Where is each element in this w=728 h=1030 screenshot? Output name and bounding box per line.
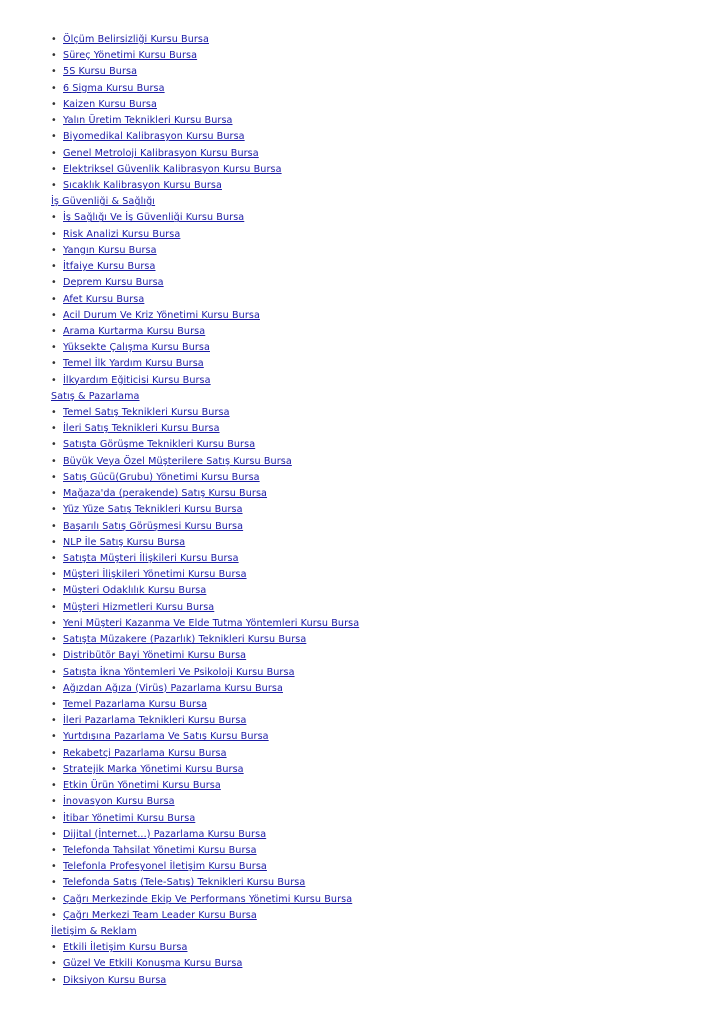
list-item — [51, 129, 708, 145]
bullet-icon: • — [51, 374, 57, 386]
bullet-icon: • — [51, 812, 57, 824]
list-item — [51, 259, 708, 275]
course-link[interactable]: Risk Analizi Kursu Bursa — [63, 228, 181, 240]
course-link[interactable]: Etkili İletişim Kursu Bursa — [63, 942, 188, 954]
bullet-icon: • — [51, 617, 57, 629]
bullet-icon: • — [51, 796, 57, 808]
course-link[interactable]: İtfaiye Kursu Bursa — [63, 261, 156, 273]
course-link[interactable]: Büyük Veya Özel Müşterilere Satış Kursu Bursa — [63, 455, 292, 467]
list-item — [51, 470, 708, 486]
bullet-icon: • — [51, 358, 57, 370]
course-link[interactable]: Çağrı Merkezinde Ekip Ve Performans Yönetimi Kursu Bursa — [63, 893, 353, 905]
section-heading-link[interactable]: Satış & Pazarlama — [51, 390, 140, 402]
list-item — [51, 373, 708, 389]
bullet-icon: • — [51, 131, 57, 143]
course-link[interactable]: İleri Pazarlama Teknikleri Kursu Bursa — [63, 715, 247, 727]
list-item — [51, 892, 708, 908]
bullet-icon: • — [51, 520, 57, 532]
list-item — [51, 600, 708, 616]
list-item — [51, 632, 708, 648]
bullet-icon: • — [51, 585, 57, 597]
course-link[interactable]: Yangın Kursu Bursa — [63, 244, 157, 256]
bullet-icon: • — [51, 666, 57, 678]
bullet-icon: • — [51, 958, 57, 970]
course-link[interactable]: Süreç Yönetimi Kursu Bursa — [63, 50, 198, 62]
bullet-icon: • — [51, 309, 57, 321]
section-heading — [51, 194, 708, 210]
bullet-icon: • — [51, 325, 57, 337]
bullet-icon: • — [51, 569, 57, 581]
course-link[interactable]: Başarılı Satış Görüşmesi Kursu Bursa — [63, 520, 244, 532]
course-link[interactable]: Güzel Ve Etkili Konuşma Kursu Bursa — [63, 958, 243, 970]
list-item — [51, 908, 708, 924]
list-item — [51, 567, 708, 583]
bullet-icon: • — [51, 747, 57, 759]
course-link[interactable]: Çağrı Merkezi Team Leader Kursu Bursa — [63, 909, 257, 921]
bullet-icon: • — [51, 536, 57, 548]
course-link[interactable]: Müşteri Hizmetleri Kursu Bursa — [63, 601, 215, 613]
list-item — [51, 940, 708, 956]
course-link[interactable]: Yüz Yüze Satış Teknikleri Kursu Bursa — [63, 504, 243, 516]
section-heading-link[interactable]: İletişim & Reklam — [51, 926, 137, 938]
bullet-icon: • — [51, 50, 57, 62]
course-link[interactable]: Elektriksel Güvenlik Kalibrasyon Kursu Bursa — [63, 163, 282, 175]
course-link[interactable]: Temel Satış Teknikleri Kursu Bursa — [63, 407, 230, 419]
bullet-icon: • — [51, 98, 57, 110]
course-link[interactable]: Telefonla Profesyonel İletişim Kursu Bursa — [63, 861, 267, 873]
course-link[interactable]: NLP İle Satış Kursu Bursa — [63, 536, 186, 548]
list-item — [51, 97, 708, 113]
list-item — [51, 681, 708, 697]
course-link[interactable]: Satışta Görüşme Teknikleri Kursu Bursa — [63, 439, 256, 451]
course-link[interactable]: Temel İlk Yardım Kursu Bursa — [63, 358, 204, 370]
course-link[interactable]: Kaizen Kursu Bursa — [63, 98, 157, 110]
list-item — [51, 32, 708, 48]
list-item — [51, 729, 708, 745]
course-link[interactable]: Deprem Kursu Bursa — [63, 277, 164, 289]
bullet-icon: • — [51, 293, 57, 305]
course-link[interactable]: Ölçüm Belirsizliği Kursu Bursa — [63, 34, 210, 45]
bullet-icon: • — [51, 471, 57, 483]
list-item — [51, 859, 708, 875]
bullet-icon: • — [51, 974, 57, 986]
course-link[interactable]: Yüksekte Çalışma Kursu Bursa — [63, 342, 210, 354]
course-link[interactable]: Yalın Üretim Teknikleri Kursu Bursa — [63, 115, 233, 127]
course-link[interactable]: Mağaza'da (perakende) Satış Kursu Bursa — [63, 488, 268, 500]
course-link[interactable]: Diksiyon Kursu Bursa — [63, 974, 167, 986]
list-item — [51, 502, 708, 518]
list-item — [51, 746, 708, 762]
list-item — [51, 648, 708, 664]
course-link[interactable]: Ağızdan Ağıza (Virüs) Pazarlama Kursu Bursa — [63, 682, 283, 694]
course-link[interactable]: Afet Kursu Bursa — [63, 293, 145, 305]
list-item — [51, 292, 708, 308]
list-item — [51, 762, 708, 778]
section-heading — [51, 924, 708, 940]
course-link[interactable]: Satışta Müzakere (Pazarlık) Teknikleri Kursu Bursa — [63, 634, 307, 646]
course-link[interactable]: Telefonda Tahsilat Yönetimi Kursu Bursa — [63, 844, 257, 856]
bullet-icon: • — [51, 261, 57, 273]
course-link[interactable]: Müşteri Odaklılık Kursu Bursa — [63, 585, 207, 597]
section-heading-link[interactable]: İş Güvenliği & Sağlığı — [51, 196, 156, 208]
bullet-icon: • — [51, 942, 57, 954]
list-item — [51, 551, 708, 567]
list-item — [51, 665, 708, 681]
course-link[interactable]: Genel Metroloji Kalibrasyon Kursu Bursa — [63, 147, 259, 159]
course-link[interactable]: İtibar Yönetimi Kursu Bursa — [63, 812, 196, 824]
bullet-icon: • — [51, 228, 57, 240]
bullet-icon: • — [51, 650, 57, 662]
course-link[interactable]: Temel Pazarlama Kursu Bursa — [63, 698, 208, 710]
course-link[interactable]: Yurtdışına Pazarlama Ve Satış Kursu Bursa — [63, 731, 269, 743]
course-link[interactable]: Satışta İkna Yöntemleri Ve Psikoloji Kursu Bursa — [63, 666, 295, 678]
list-item — [51, 405, 708, 421]
list-item — [51, 178, 708, 194]
list-item — [51, 811, 708, 827]
list-item — [51, 843, 708, 859]
bullet-icon: • — [51, 763, 57, 775]
list-item — [51, 210, 708, 226]
bullet-icon: • — [51, 504, 57, 516]
bullet-icon: • — [51, 423, 57, 435]
bullet-icon: • — [51, 277, 57, 289]
list-item — [51, 48, 708, 64]
course-link[interactable]: Biyomedikal Kalibrasyon Kursu Bursa — [63, 131, 245, 143]
course-link[interactable]: 5S Kursu Bursa — [63, 66, 138, 78]
bullet-icon: • — [51, 909, 57, 921]
bullet-icon: • — [51, 407, 57, 419]
bullet-icon: • — [51, 439, 57, 451]
course-link[interactable]: Satışta Müşteri İlişkileri Kursu Bursa — [63, 553, 239, 564]
bullet-icon: • — [51, 828, 57, 840]
bullet-icon: • — [51, 455, 57, 467]
list-item — [51, 243, 708, 259]
list-item — [51, 827, 708, 843]
bullet-icon: • — [51, 553, 57, 564]
list-item — [51, 794, 708, 810]
bullet-icon: • — [51, 601, 57, 613]
bullet-icon: • — [51, 488, 57, 500]
bullet-icon: • — [51, 634, 57, 646]
list-item — [51, 146, 708, 162]
course-link[interactable]: İnovasyon Kursu Bursa — [63, 796, 175, 808]
bullet-icon: • — [51, 893, 57, 905]
course-link[interactable]: İş Sağlığı Ve İş Güvenliği Kursu Bursa — [63, 212, 245, 224]
list-item — [51, 535, 708, 551]
course-link[interactable]: Telefonda Satış (Tele-Satış) Teknikleri Kursu Bursa — [63, 877, 306, 889]
bullet-icon: • — [51, 147, 57, 159]
list-item — [51, 227, 708, 243]
list-item — [51, 583, 708, 599]
bullet-icon: • — [51, 715, 57, 727]
course-link[interactable]: Sıcaklık Kalibrasyon Kursu Bursa — [63, 179, 222, 191]
list-item — [51, 81, 708, 97]
list-item — [51, 519, 708, 535]
bullet-icon: • — [51, 861, 57, 873]
course-link[interactable]: Yeni Müşteri Kazanma Ve Elde Tutma Yöntemleri Kursu Bursa — [63, 617, 360, 629]
course-link[interactable]: Stratejik Marka Yönetimi Kursu Bursa — [63, 763, 244, 775]
course-link[interactable]: Satış Gücü(Grubu) Yönetimi Kursu Bursa — [63, 471, 260, 483]
list-item — [51, 713, 708, 729]
course-link[interactable]: Etkin Ürün Yönetimi Kursu Bursa — [63, 780, 221, 792]
bullet-icon: • — [51, 844, 57, 856]
course-link[interactable]: Acil Durum Ve Kriz Yönetimi Kursu Bursa — [63, 309, 260, 321]
list-item — [51, 486, 708, 502]
course-link[interactable]: Arama Kurtarma Kursu Bursa — [63, 325, 206, 337]
list-item — [51, 778, 708, 794]
course-link[interactable]: Dijital (İnternet...) Pazarlama Kursu Bursa — [63, 828, 267, 840]
list-item — [51, 275, 708, 291]
course-link[interactable]: Rekabetçi Pazarlama Kursu Bursa — [63, 747, 227, 759]
bullet-icon: • — [51, 82, 57, 94]
list-item — [51, 162, 708, 178]
list-item — [51, 421, 708, 437]
list-item — [51, 875, 708, 891]
bullet-icon: • — [51, 342, 57, 354]
bullet-icon: • — [51, 731, 57, 743]
list-item — [51, 356, 708, 372]
bullet-icon: • — [51, 244, 57, 256]
list-item — [51, 308, 708, 324]
course-link-list — [51, 32, 708, 989]
course-link[interactable]: İleri Satış Teknikleri Kursu Bursa — [63, 423, 220, 435]
list-item — [51, 324, 708, 340]
list-item — [51, 454, 708, 470]
course-link[interactable]: 6 Sigma Kursu Bursa — [63, 82, 165, 94]
course-link[interactable]: İlkyardım Eğiticisi Kursu Bursa — [63, 374, 211, 386]
bullet-icon: • — [51, 212, 57, 224]
list-item — [51, 956, 708, 972]
list-item — [51, 340, 708, 356]
course-link[interactable]: Müşteri İlişkileri Yönetimi Kursu Bursa — [63, 569, 247, 581]
list-item — [51, 616, 708, 632]
bullet-icon: • — [51, 179, 57, 191]
course-link[interactable]: Distribütör Bayi Yönetimi Kursu Bursa — [63, 650, 247, 662]
list-item — [51, 113, 708, 129]
bullet-icon: • — [51, 780, 57, 792]
list-item — [51, 64, 708, 80]
bullet-icon: • — [51, 682, 57, 694]
bullet-icon: • — [51, 34, 57, 45]
bullet-icon: • — [51, 877, 57, 889]
bullet-icon: • — [51, 698, 57, 710]
section-heading — [51, 389, 708, 405]
bullet-icon: • — [51, 163, 57, 175]
list-item — [51, 697, 708, 713]
list-item — [51, 973, 708, 989]
list-item — [51, 437, 708, 453]
bullet-icon: • — [51, 115, 57, 127]
bullet-icon: • — [51, 66, 57, 78]
